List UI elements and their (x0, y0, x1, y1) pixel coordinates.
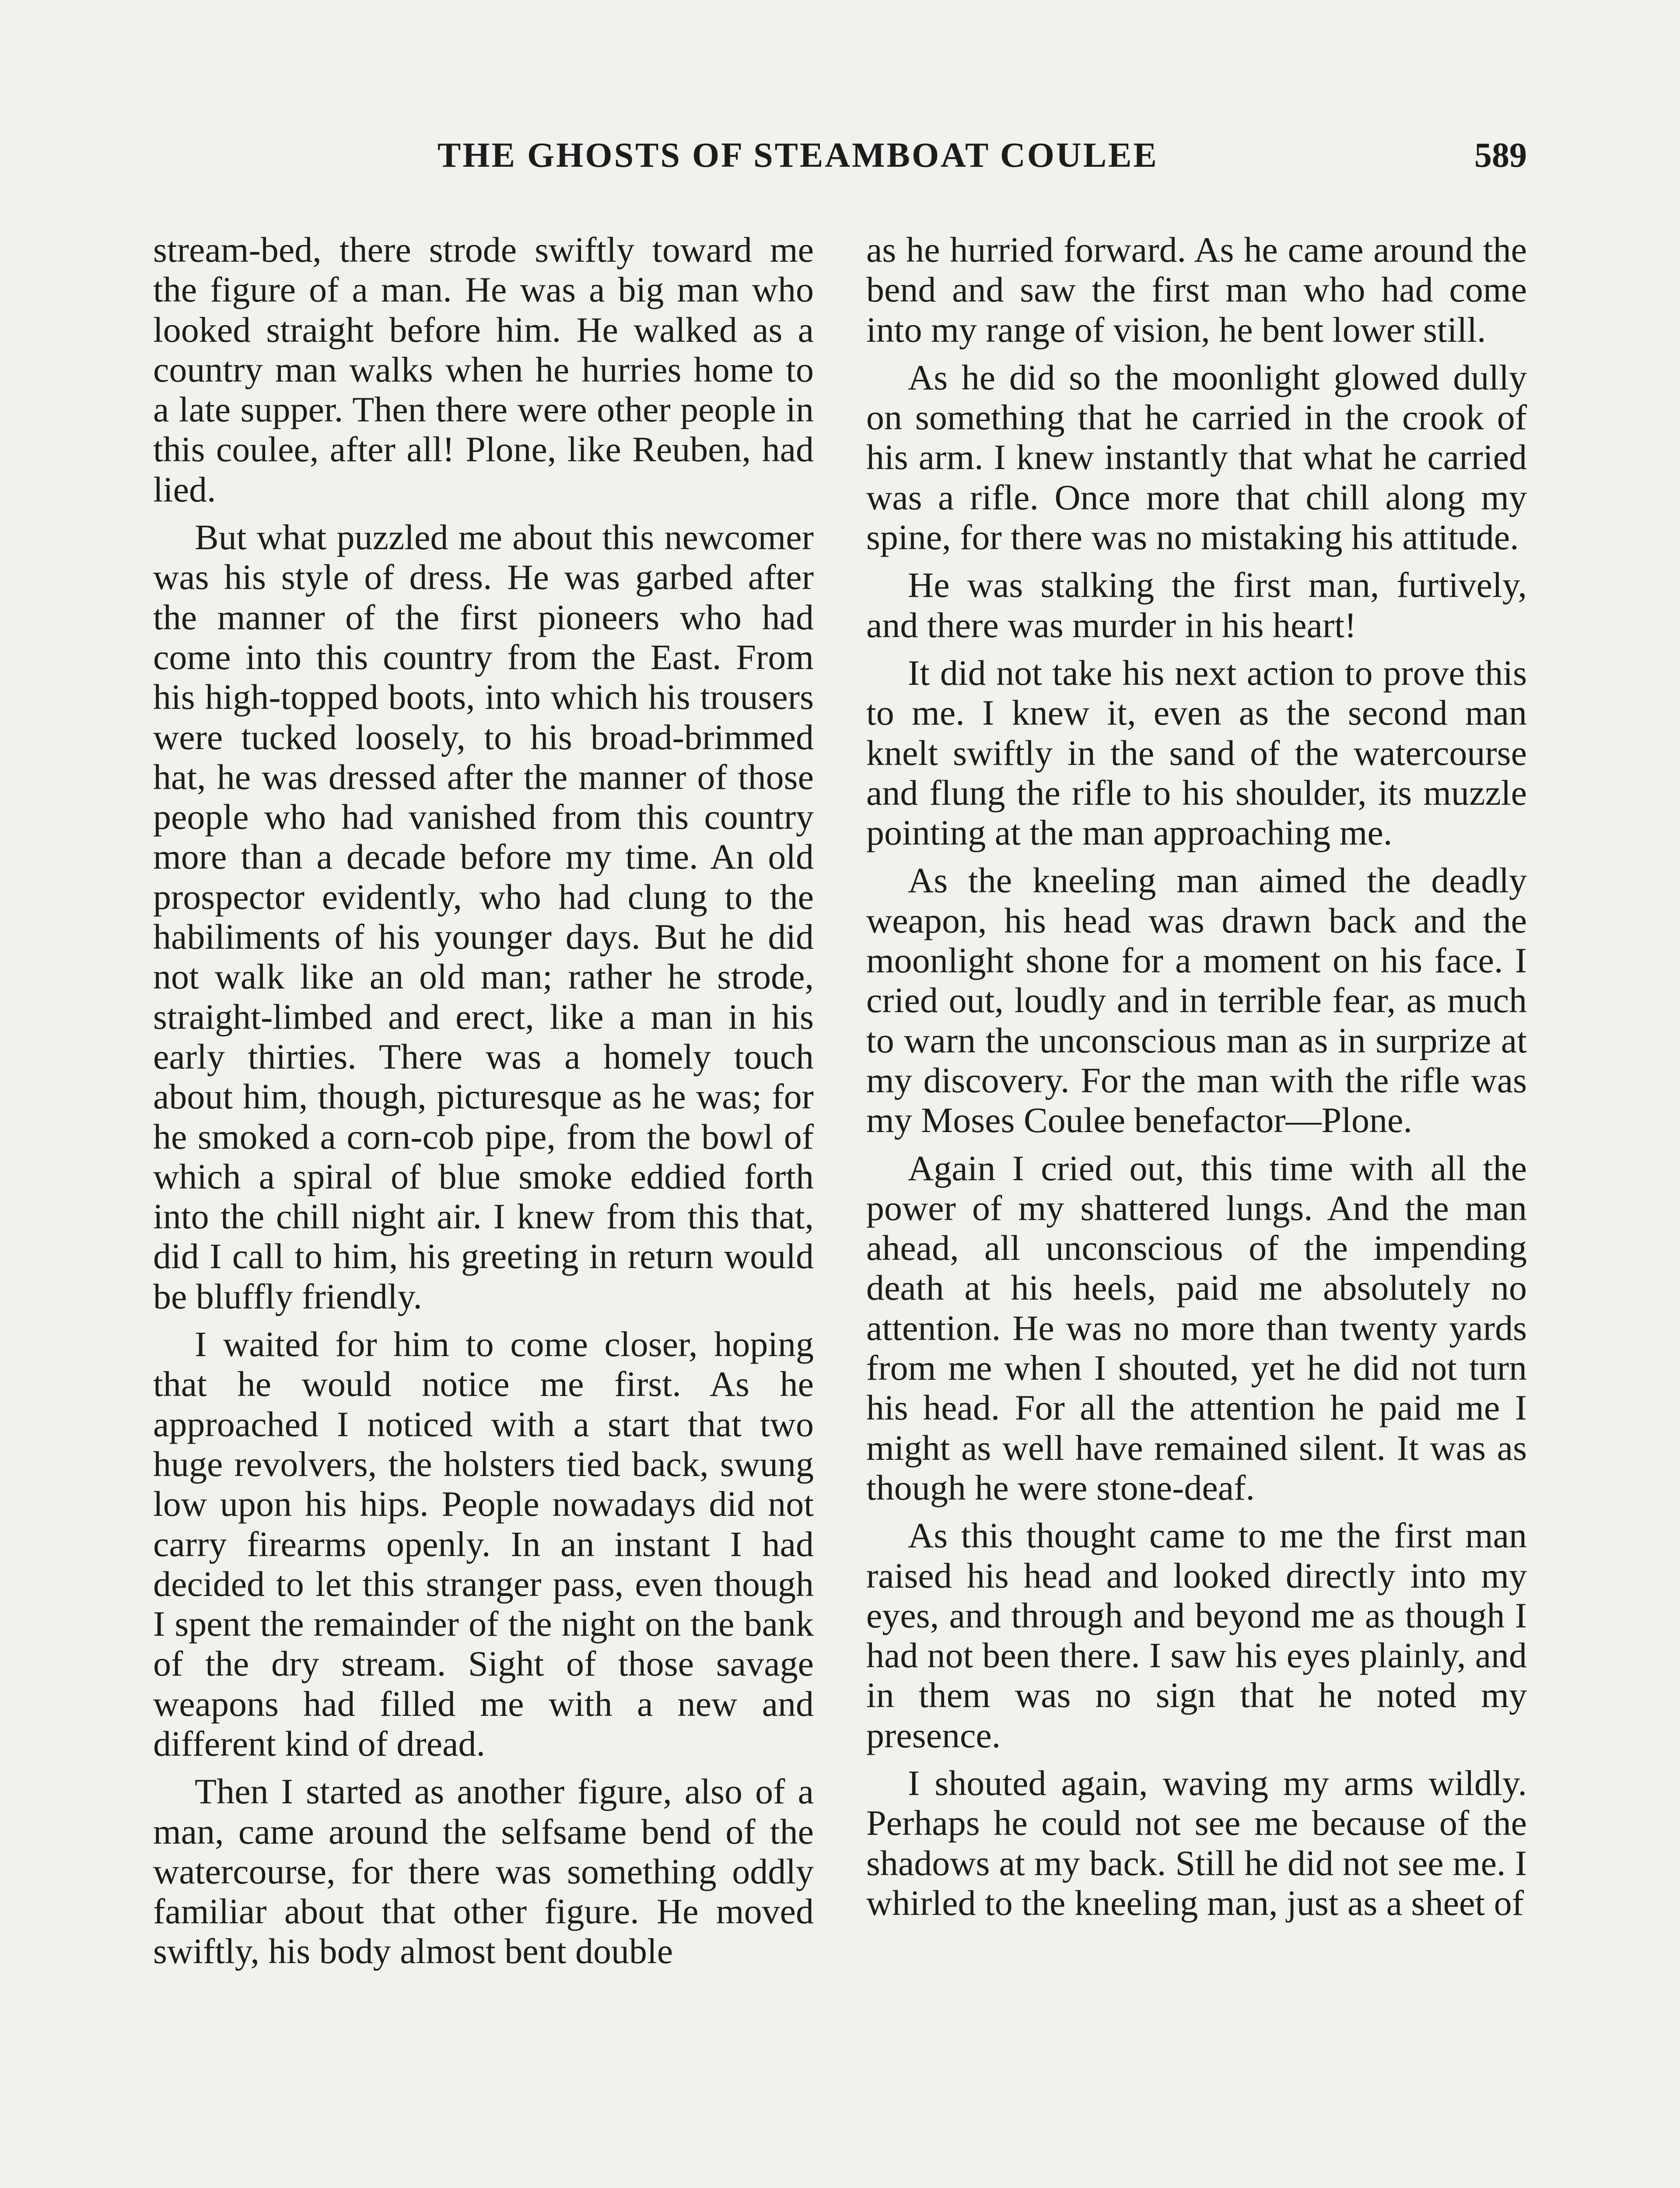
page-number: 589 (1474, 136, 1527, 175)
paragraph: Then I started as another figure, also of a man, came around the selfsame bend of the watercourse, for there was something oddly familiar about that other figure. He moved swiftly, his body almost bent double (153, 1771, 814, 1971)
paragraph: As he did so the moonlight glowed dully on something that he carried in the crook of his arm. I knew instantly that what he carried was a rifle. Once more that chill along my spine, for there was no mistaking his attitude. (866, 357, 1527, 558)
paragraph: He was stalking the first man, furtively, and there was murder in his heart! (866, 565, 1527, 645)
paragraph: as he hurried forward. As he came around the bend and saw the first man who had come into my range of vision, he bent lower still. (866, 230, 1527, 350)
paragraph: I shouted again, waving my arms wildly. Perhaps he could not see me because of the shadows at my back. Still he did not see me. I whirled to the kneeling man, just as a sheet of (866, 1763, 1527, 1923)
paragraph: But what puzzled me about this newcomer was his style of dress. He was garbed after the manner of the first pioneers who had come into this country from the East. From his high-topped boots, into which his trousers were tucked loosely, to his broad-brimmed hat, he was dressed after the manner of those people who had vanished from this country more than a decade before my time. An old prospector evidently, who had clung to the habiliments of his younger days. But he did not walk like an old man; rather he strode, straight-limbed and erect, like a man in his early thirties. There was a homely touch about him, though, picturesque as he was; for he smoked a corn-cob pipe, from the bowl of which a spiral of blue smoke eddied forth into the chill night air. I knew from this that, did I call to him, his greeting in return would be bluffly friendly. (153, 517, 814, 1316)
paragraph: I waited for him to come closer, hoping that he would notice me first. As he approached I noticed with a start that two huge revolvers, the holsters tied back, swung low upon his hips. People nowadays did not carry firearms openly. In an instant I had decided to let this stranger pass, even though I spent the remainder of the night on the bank of the dry stream. Sight of those savage weapons had filled me with a new and different kind of dread. (153, 1324, 814, 1764)
running-title: THE GHOSTS OF STEAMBOAT COULEE (438, 136, 1158, 175)
left-column (153, 230, 814, 1979)
paragraph: Again I cried out, this time with all the power of my shattered lungs. And the man ahead, all unconscious of the impending death at his heels, paid me absolutely no attention. He was no more than twenty yards from me when I shouted, yet he did not turn his head. For all the attention he paid me I might as well have remained silent. It was as though he were stone-deaf. (866, 1148, 1527, 1508)
paragraph: stream-bed, there strode swiftly toward me the figure of a man. He was a big man who looked straight before him. He walked as a country man walks when he hurries home to a late supper. Then there were other people in this coulee, after all! Plone, like Reuben, had lied. (153, 230, 814, 509)
paragraph: It did not take his next action to prove this to me. I knew it, even as the second man knelt swiftly in the sand of the watercourse and flung the rifle to his shoulder, its muzzle pointing at the man approaching me. (866, 652, 1527, 853)
right-column (866, 230, 1527, 1931)
paragraph: As the kneeling man aimed the deadly weapon, his head was drawn back and the moonlight shone for a moment on his face. I cried out, loudly and in terrible fear, as much to warn the unconscious man as in surprize at my discovery. For the man with the rifle was my Moses Coulee benefactor—Plone. (866, 860, 1527, 1140)
running-header (153, 131, 1527, 184)
paragraph: As this thought came to me the first man raised his head and looked directly into my eyes, and through and beyond me as though I had not been there. I saw his eyes plainly, and in them was no sign that he noted my presence. (866, 1515, 1527, 1755)
